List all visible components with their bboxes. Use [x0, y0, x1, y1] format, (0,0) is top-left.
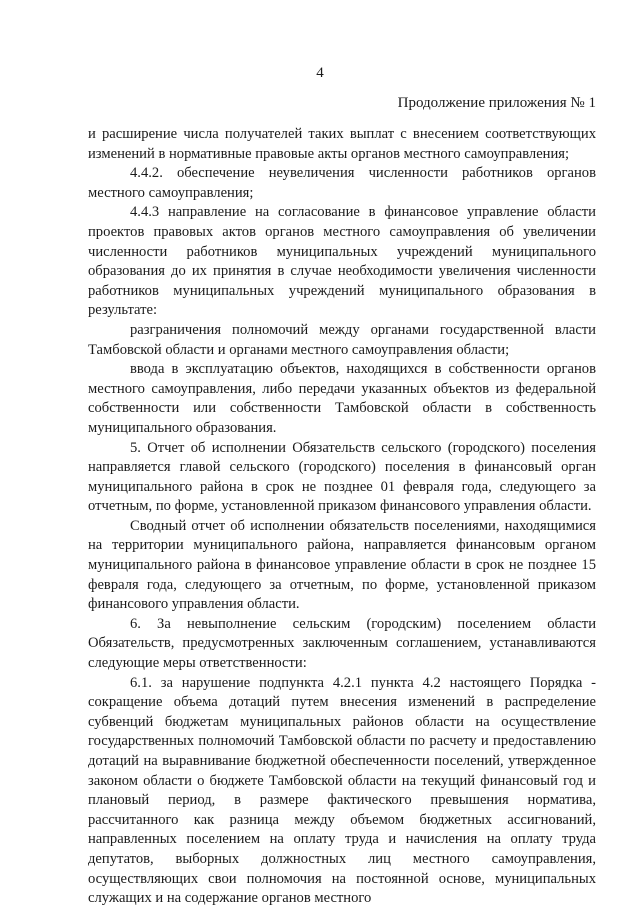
paragraph-commissioning: ввода в эксплуатацию объектов, находящихся в собственности органов местного самоуправления, либо передачи указанных объектов из федеральной собственности или собственности Тамбовской области в собственность муниципального образования. — [88, 361, 596, 436]
paragraph-6-1: 6.1. за нарушение подпункта 4.2.1 пункта 4.2 настоящего Порядка - сокращение объема дотаций путем внесения изменений в распределение субвенций бюджетам муниципальных районов области на осуществление государственных полномочий Тамбовской области по расчету и предоставлению дотаций на выравнивание бюджетной обеспеченности поселений, утвержденное законом области о бюджете Тамбовской области на текущий финансовый год и плановый период, в размере фактического превышения норматива, рассчитанного как разница между объемом бюджетных ассигнований, направленных поселением на оплату труда и начисления на оплату труда депутатов, выборных должностных лиц местного самоуправления, осуществляющих свои полномочия на постоянной основе, муниципальных служащих и на содержание органов местного — [88, 674, 596, 907]
paragraph-4-4-3: 4.4.3 направление на согласование в финансовое управление области проектов правовых актов органов местного самоуправления об увеличении численности работников муниципальных учреждений муниципального образования до их принятия в случае необходимости увеличения численности работников муниципальных учреждений муниципального образования в результате: — [88, 204, 596, 319]
paragraph-continuation: и расширение числа получателей таких выплат с внесением соответствующих изменений в нормативные правовые акты органов местного самоуправления; — [88, 126, 596, 162]
page-number: 4 — [316, 65, 324, 81]
document-body — [88, 125, 596, 909]
paragraph-4-4-2: 4.4.2. обеспечение неувеличения численности работников органов местного самоуправления; — [88, 165, 596, 201]
paragraph-summary-report: Сводный отчет об исполнении обязательств поселениями, находящимися на территории муниципального района, направляется финансовым органом муниципального района в финансовое управление области в срок не позднее 15 февраля года, следующего за отчетным, по форме, установленной приказом финансового управления области. — [88, 517, 596, 613]
paragraph-delimitation: разграничения полномочий между органами государственной власти Тамбовской области и органами местного самоуправления области; — [88, 321, 596, 358]
paragraph-5: 5. Отчет об исполнении Обязательств сельского (городского) поселения направляется главой сельского (городского) поселения в финансовый орган муниципального района в срок не позднее 01 февраля года, следующего за отчетным, по форме, установленной приказом финансового управления области. — [88, 439, 596, 515]
paragraph-6: 6. За невыполнение сельским (городским) поселением области Обязательств, предусмотренных заключенным соглашением, устанавливаются следующие меры ответственности: — [88, 615, 596, 672]
appendix-label: Продолжение приложения № 1 — [397, 95, 596, 111]
